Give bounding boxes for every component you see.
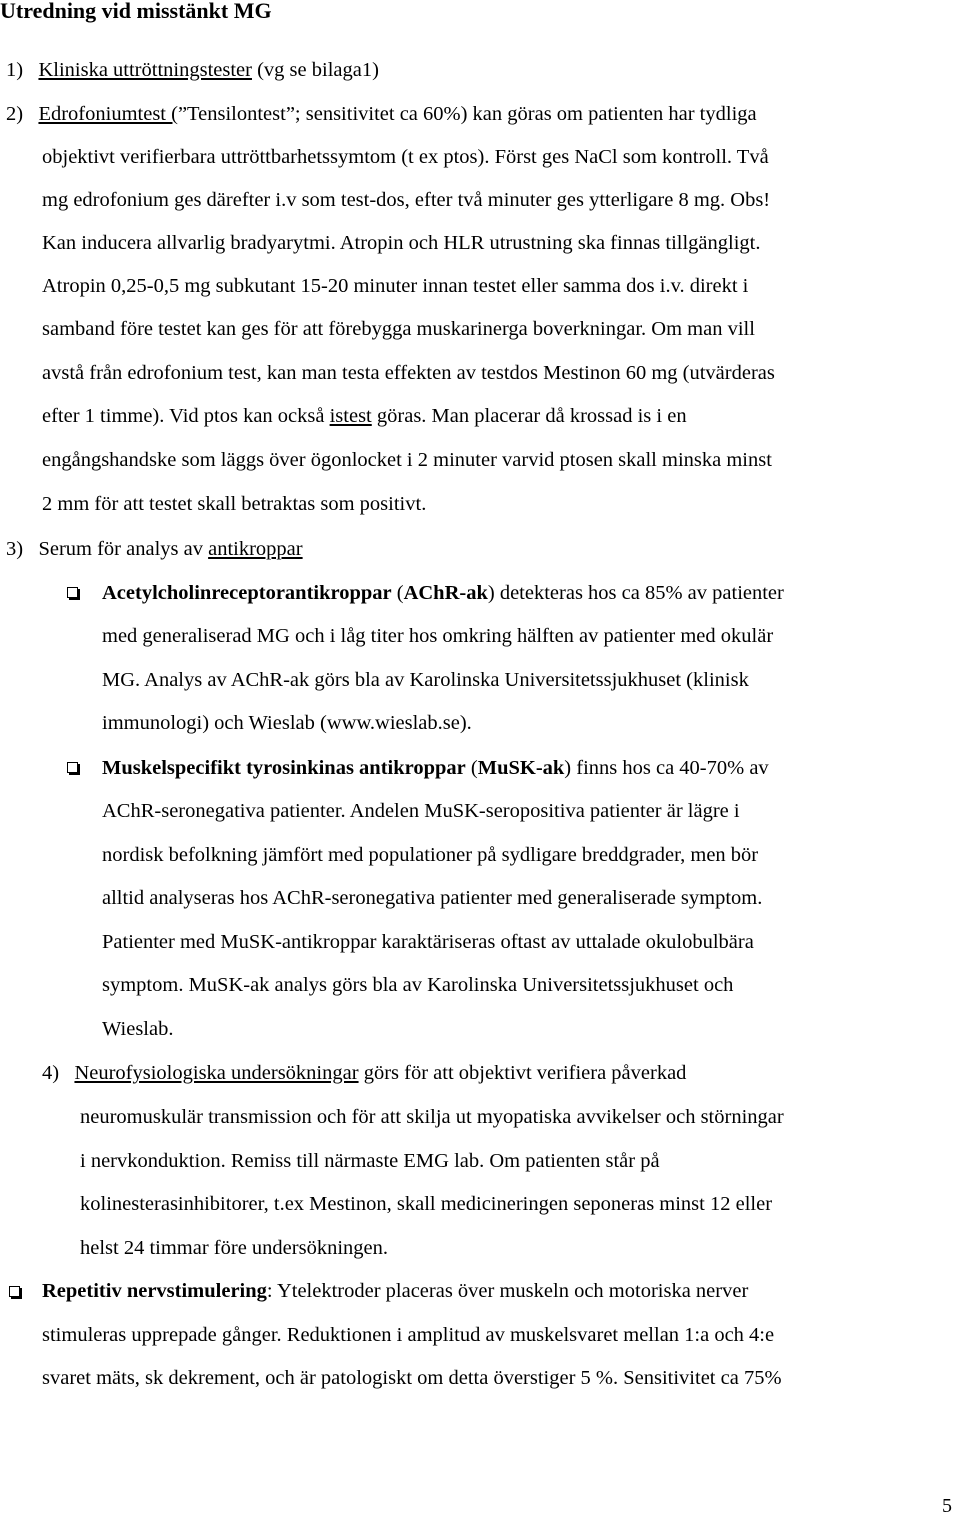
item-2-line-8 <box>42 402 687 430</box>
item-2-line-1 <box>6 100 757 128</box>
item-4-line-1 <box>42 1059 686 1087</box>
achr-line-4: immunologi) och Wieslab (www.wieslab.se). <box>102 712 472 734</box>
rns-line-2: stimuleras upprepade gånger. Reduktionen i amplitud av muskelsvaret mellan 1:a och 4:e <box>42 1324 775 1346</box>
item-text: göras. Man placerar då krossad is i en <box>371 405 687 427</box>
item-number: 4) <box>42 1062 60 1084</box>
rns-line-1 <box>42 1277 748 1305</box>
item-number: 2) <box>6 103 24 125</box>
item-text: finns hos ca 40-70% av <box>571 757 769 779</box>
item-4-line-5: helst 24 timmar före undersökningen. <box>80 1237 389 1259</box>
item-text: görs för att objektivt verifiera påverkad <box>358 1062 687 1084</box>
item-number: 1) <box>6 59 24 81</box>
link-kliniska-uttrottningstester[interactable]: Kliniska uttröttningstester <box>38 59 252 81</box>
link-neurofysiologiska-undersokningar[interactable]: Neurofysiologiska undersökningar <box>74 1062 359 1084</box>
item-text: ”Tensilontest”; sensitivitet ca 60%) kan göras om patienten har tydliga <box>177 103 757 125</box>
bold-term: AChR-ak <box>403 582 488 604</box>
bold-term: MuSK-ak <box>477 757 565 779</box>
item-1 <box>6 56 379 84</box>
musk-line-3: nordisk befolkning jämfört med populationer på sydligare breddgrader, men bör <box>102 844 759 866</box>
item-2-line-5: Atropin 0,25-0,5 mg subkutant 15-20 minuter innan testet eller samma dos i.v. direkt i <box>42 275 749 297</box>
bold-term: Acetylcholinreceptorantikroppar <box>102 582 392 604</box>
musk-line-5: Patienter med MuSK-antikroppar karaktäriseras oftast av uttalade okulobulbära <box>102 931 754 953</box>
link-antikroppar[interactable]: antikroppar <box>208 538 303 560</box>
item-2-line-7: avstå från edrofonium test, kan man testa effekten av testdos Mestinon 60 mg (utvärderas <box>42 362 775 384</box>
musk-line-7: Wieslab. <box>102 1018 174 1040</box>
musk-line-6: symptom. MuSK-ak analys görs bla av Karolinska Universitetssjukhuset och <box>102 974 734 996</box>
item-3 <box>6 535 303 563</box>
achr-line-1: Acetylcholinreceptorantikroppar (AChR-ak) detekteras hos ca 85% av patienter <box>102 582 784 604</box>
item-2-line-9: engångshandske som läggs över ögonlocket i 2 minuter varvid ptosen skall minska minst <box>42 449 772 471</box>
bold-term: Repetitiv nervstimulering <box>42 1280 267 1302</box>
item-text: Serum för analys av <box>38 538 209 560</box>
item-2-line-10: 2 mm för att testet skall betraktas som positivt. <box>42 493 427 515</box>
rns-line-3: svaret mäts, sk dekrement, och är patologiskt om detta överstiger 5 %. Sensitivitet ca 75% <box>42 1367 782 1389</box>
link-edrofoniumtest[interactable]: Edrofoniumtest ( <box>38 103 178 125</box>
item-4-line-2: neuromuskulär transmission och för att skilja ut myopatiska avvikelser och störningar <box>80 1106 784 1128</box>
musk-line-2: AChR-seronegativa patienter. Andelen MuSK-seropositiva patienter är lägre i <box>102 800 740 822</box>
bold-term: Muskelspecifikt tyrosinkinas antikroppar <box>102 757 466 779</box>
item-2-line-2: objektivt verifierbara uttröttbarhetssymtom (t ex ptos). Först ges NaCl som kontroll. Två <box>42 146 769 168</box>
checkbox-bullet-icon <box>67 587 78 598</box>
musk-line-4: alltid analyseras hos AChR-seronegativa patienter med generaliserade symptom. <box>102 887 763 909</box>
item-text: detekteras hos ca 85% av patienter <box>494 582 784 604</box>
page-number: 5 <box>942 1495 952 1517</box>
item-4-line-4: kolinesterasinhibitorer, t.ex Mestinon, skall medicineringen seponeras minst 12 eller <box>80 1193 773 1215</box>
item-number: 3) <box>6 538 24 560</box>
achr-line-2: med generaliserad MG och i låg titer hos omkring hälften av patienter med okulär <box>102 625 774 647</box>
item-2-line-4: Kan inducera allvarlig bradyarytmi. Atropin och HLR utrustning ska finnas tillgängligt. <box>42 232 761 254</box>
link-istest[interactable]: istest <box>329 405 372 427</box>
page-title: Utredning vid misstänkt MG <box>0 0 272 23</box>
item-2-line-6: samband före testet kan ges för att förebygga muskarinerga boverkningar. Om man vill <box>42 318 755 340</box>
item-text: efter 1 timme). Vid ptos kan också <box>42 405 330 427</box>
item-text: : Ytelektroder placeras över muskeln och motoriska nerver <box>266 1280 749 1302</box>
item-text: (vg se bilaga1) <box>251 59 379 81</box>
musk-line-1: Muskelspecifikt tyrosinkinas antikroppar (MuSK-ak) finns hos ca 40-70% av <box>102 757 769 779</box>
checkbox-bullet-icon <box>67 762 78 773</box>
checkbox-bullet-icon <box>9 1286 20 1297</box>
item-2-line-3: mg edrofonium ges därefter i.v som test-dos, efter två minuter ges ytterligare 8 mg. Obs! <box>42 189 771 211</box>
item-4-line-3: i nervkonduktion. Remiss till närmaste EMG lab. Om patienten står på <box>80 1150 660 1172</box>
achr-line-3: MG. Analys av AChR-ak görs bla av Karolinska Universitetssjukhuset (klinisk <box>102 669 749 691</box>
